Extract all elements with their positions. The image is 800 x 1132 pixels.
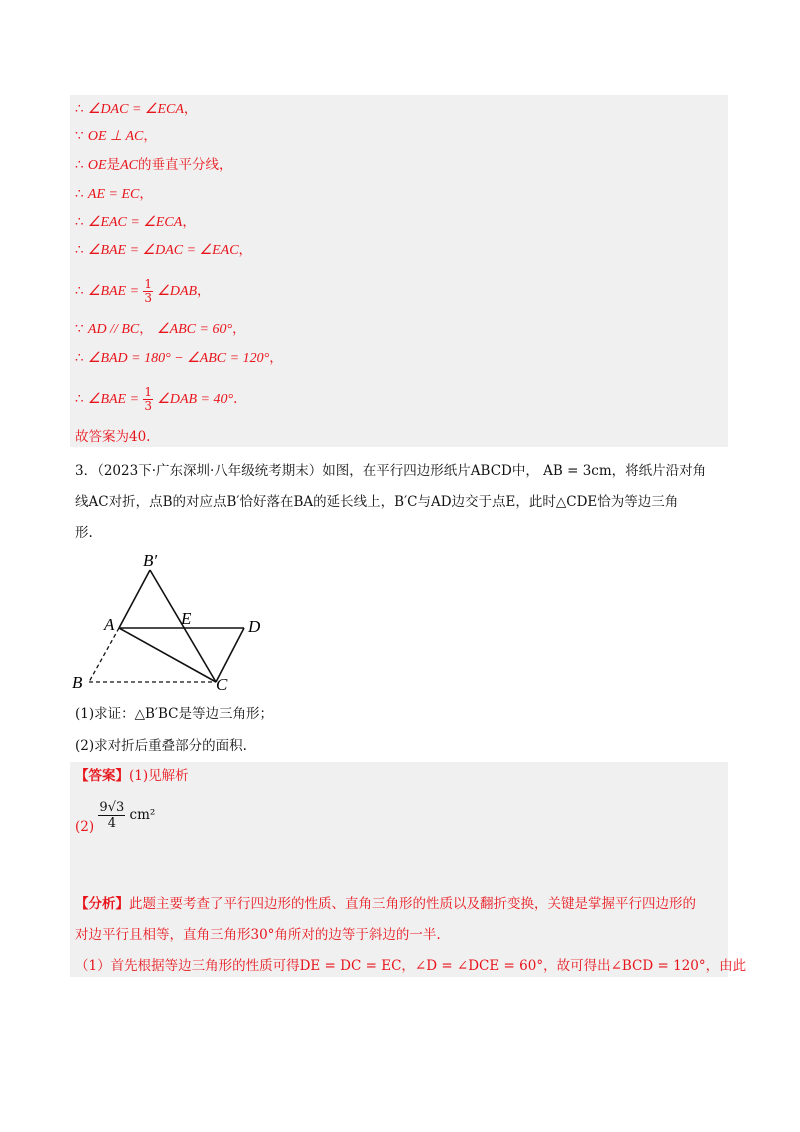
analysis-line-3: （1）首先根据等边三角形的性质可得DE = DC = EC，∠D = ∠DCE = 60°，故可得出∠BCD = 120°，由此	[75, 958, 747, 974]
label-d: D	[248, 617, 261, 636]
analysis-line-2: 对边平行且相等，直角三角形30°角所对的边等于斜边的一半.	[75, 927, 441, 943]
proof-line-2: ∵ OE ⊥ AC，	[75, 128, 157, 144]
fraction-one-third-2: $\frac{1}{3}$	[144, 385, 152, 413]
proof-line-7: ∴ ∠BAE = $\frac{1}{3}$ ∠DAB，	[75, 277, 211, 305]
label-c: C	[216, 675, 228, 694]
question-line-3: 形.	[75, 525, 93, 541]
proof-line-4: ∴ AE = EC，	[75, 186, 153, 202]
label-bprime: B′	[143, 551, 158, 570]
question-line-2: 线AC对折，点B的对应点B′恰好落在BA的延长线上，B′C与AD边交于点E，此时△CDE恰为等边三角	[75, 494, 679, 510]
proof-line-8: ∵ AD // BC， ∠ABC = 60°，	[75, 321, 246, 337]
label-e: E	[181, 609, 192, 628]
analysis-tag: 【分析】	[75, 896, 129, 912]
question-line-1: 3．（2023下·广东深圳·八年级统考期末）如图，在平行四边形纸片ABCD中， AB = 3cm，将纸片沿对角	[75, 463, 707, 479]
answer-part2-prefix: (2)	[75, 819, 95, 835]
answer-unit: cm²	[129, 807, 156, 823]
answer-tag: 【答案】	[75, 768, 129, 784]
answer-block	[70, 762, 728, 977]
proof-line-5: ∴ ∠EAC = ∠ECA，	[75, 214, 196, 230]
label-b: B	[72, 673, 83, 692]
proof-line-6: ∴ ∠BAE = ∠DAC = ∠EAC，	[75, 242, 253, 258]
analysis-line-1: 【分析】此题主要考查了平行四边形的性质、直角三角形的性质以及翻折变换，关键是掌握平行四边形的	[75, 896, 696, 912]
subquestion-2: (2)求对折后重叠部分的面积.	[75, 738, 247, 754]
proof-line-1: ∴ ∠DAC = ∠ECA，	[75, 101, 198, 117]
proof-line-3: ∴ OE是AC的垂直平分线，	[75, 157, 233, 173]
parallelogram-figure	[68, 550, 288, 695]
answer-part1: (1)见解析	[129, 768, 189, 784]
label-a: A	[104, 615, 115, 634]
answer-fraction: $\frac{9√3}{4}$	[99, 800, 125, 831]
proof-line-9: ∴ ∠BAD = 180° − ∠ABC = 120°，	[75, 350, 283, 366]
answer-line-1	[75, 767, 189, 785]
answer-previous: 故答案为40.	[75, 429, 151, 445]
proof-line-10: ∴ ∠BAE = $\frac{1}{3}$ ∠DAB = 40°.	[75, 385, 238, 413]
fraction-one-third: $\frac{1}{3}$	[144, 277, 152, 305]
answer-line-2	[75, 800, 156, 835]
subquestion-1: (1)求证：△B′BC是等边三角形；	[75, 706, 273, 722]
